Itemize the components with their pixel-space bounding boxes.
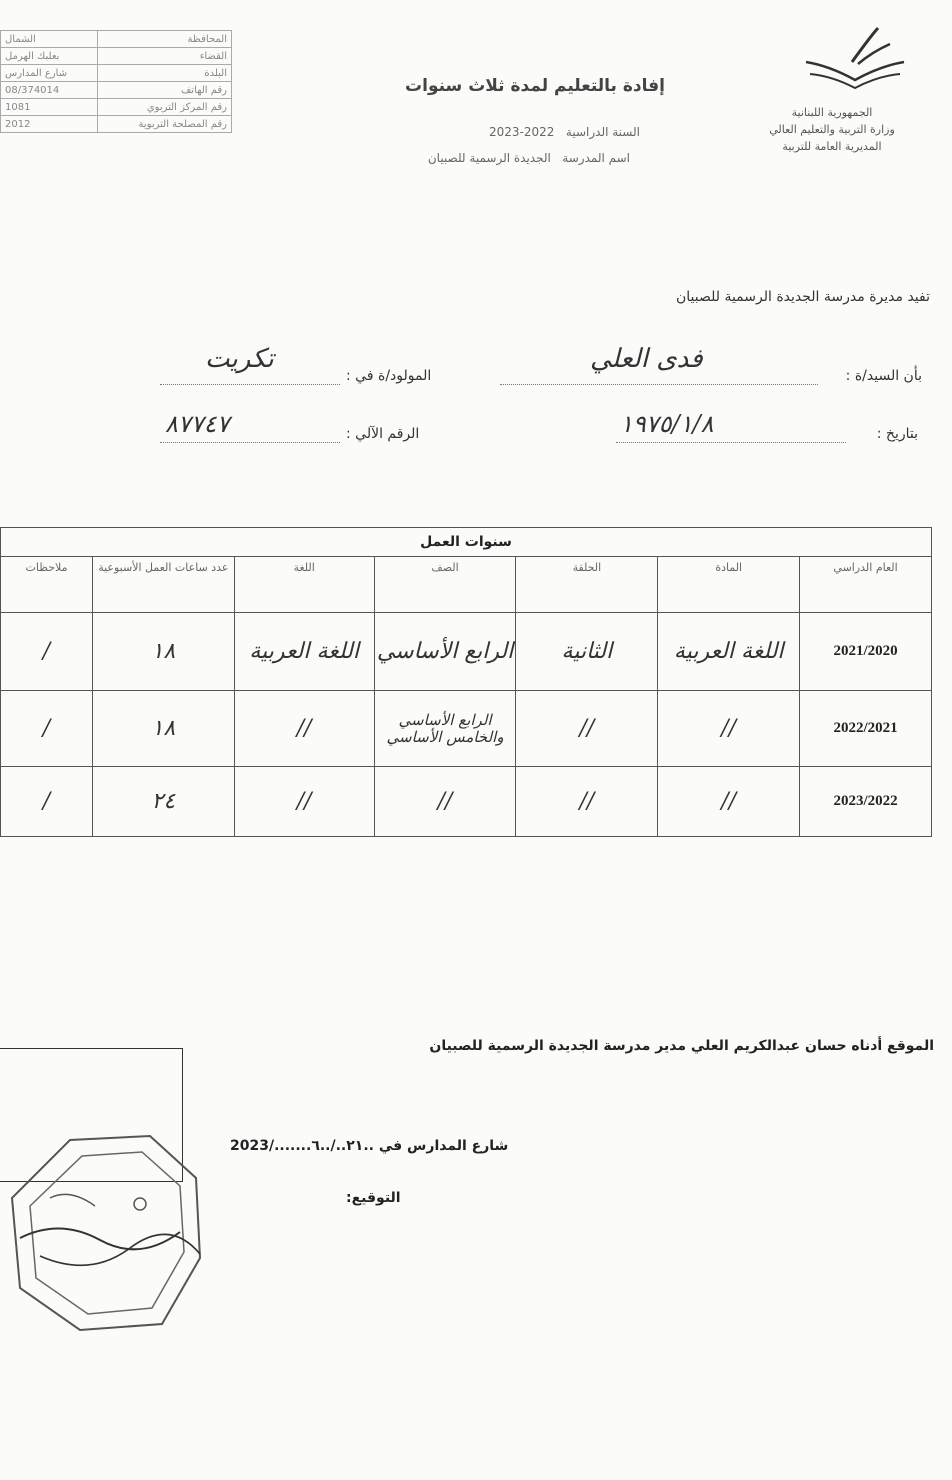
cell-year: 2023/2022 — [800, 767, 932, 837]
cell-cycle: // — [516, 767, 658, 837]
info-grid-row — [1, 31, 232, 48]
academic-year — [400, 125, 640, 139]
info-grid-value: شارع المدارس — [1, 65, 98, 82]
school-name-label: اسم المدرسة — [562, 151, 630, 165]
column-header: الصف — [374, 557, 516, 613]
info-grid-row — [1, 116, 232, 133]
ministry-header — [732, 104, 932, 155]
cell-language: اللغة العربية — [234, 613, 374, 691]
ministry-line: المديرية العامة للتربية — [782, 140, 882, 153]
info-grid-value: بعلبك الهرمل — [1, 48, 98, 65]
place-date: شارع المدارس في ..٢١../..٦......./2023 — [230, 1138, 509, 1154]
academic-year-label: السنة الدراسية — [565, 125, 640, 139]
cell-grade: // — [374, 767, 516, 837]
signature-label: التوقيع: — [346, 1190, 401, 1206]
column-header: ملاحظات — [1, 557, 93, 613]
cell-cycle: // — [516, 691, 658, 767]
cell-year: 2022/2021 — [800, 691, 932, 767]
column-header: العام الدراسي — [800, 557, 932, 613]
cell-language: // — [234, 767, 374, 837]
number-label: الرقم الآلي : — [346, 426, 420, 442]
name-label: بأن السيد/ة : — [845, 368, 922, 384]
date-label: بتاريخ : — [876, 426, 918, 442]
info-grid-value: 08/374014 — [1, 82, 98, 99]
column-header: عدد ساعات العمل الأسبوعية — [92, 557, 234, 613]
document-title: إفادة بالتعليم لمدة ثلاث سنوات — [405, 76, 665, 96]
academic-year-value: 2022-2023 — [489, 125, 555, 139]
info-grid-row — [1, 48, 232, 65]
cell-year: 2021/2020 — [800, 613, 932, 691]
table-row — [1, 691, 932, 767]
column-header: المادة — [658, 557, 800, 613]
table-row — [1, 613, 932, 691]
cell-cycle: الثانية — [516, 613, 658, 691]
cell-language: // — [234, 691, 374, 767]
info-grid-row — [1, 82, 232, 99]
info-grid-label: القضاء — [98, 48, 232, 65]
name-value: فدى العلي — [590, 344, 703, 374]
signatory-line: الموقع أدناه حسان عبدالكريم العلي مدير مدرسة الجديدة الرسمية للصبيان — [429, 1038, 934, 1054]
cell-notes: / — [1, 767, 93, 837]
info-grid-label: المحافظة — [98, 31, 232, 48]
cell-grade: الرابع الأساسي والخامس الأساسي — [374, 691, 516, 767]
info-grid-row — [1, 65, 232, 82]
info-grid-value: الشمال — [1, 31, 98, 48]
cell-notes: / — [1, 691, 93, 767]
ministry-line: الجمهورية اللبنانية — [791, 106, 873, 119]
school-name — [330, 151, 630, 165]
birthplace-label: المولود/ة في : — [346, 368, 432, 384]
ministry-line: وزارة التربية والتعليم العالي — [769, 123, 895, 136]
school-name-value: الجديدة الرسمية للصبيان — [427, 151, 551, 165]
cell-subject: // — [658, 767, 800, 837]
info-grid-label: رقم المركز التربوي — [98, 99, 232, 116]
school-stamp-icon — [0, 1128, 240, 1338]
school-info-grid — [0, 30, 232, 133]
cell-notes: / — [1, 613, 93, 691]
cell-hours: ١٨ — [92, 613, 234, 691]
info-grid-row — [1, 99, 232, 116]
column-header: الحلقة — [516, 557, 658, 613]
table-row — [1, 767, 932, 837]
info-grid-label: رقم الهاتف — [98, 82, 232, 99]
birthplace-value: تكريت — [205, 344, 274, 374]
column-header: اللغة — [234, 557, 374, 613]
cell-subject: اللغة العربية — [658, 613, 800, 691]
cell-hours: ٢٤ — [92, 767, 234, 837]
info-grid-label: رقم المصلحة التربوية — [98, 116, 232, 133]
date-value: ١٩٧٥/١/٨ — [620, 410, 714, 438]
ministry-logo-icon — [800, 22, 910, 102]
cell-grade: الرابع الأساسي — [374, 613, 516, 691]
group-header: سنوات العمل — [1, 528, 932, 557]
info-grid-label: البلدة — [98, 65, 232, 82]
number-value: ٨٧٧٤٧ — [165, 410, 230, 438]
info-grid-value: 1081 — [1, 99, 98, 116]
director-line: تفيد مديرة مدرسة الجديدة الرسمية للصبيان — [675, 289, 930, 305]
info-grid-value: 2012 — [1, 116, 98, 133]
cell-hours: ١٨ — [92, 691, 234, 767]
work-years-table — [0, 527, 932, 837]
cell-subject: // — [658, 691, 800, 767]
